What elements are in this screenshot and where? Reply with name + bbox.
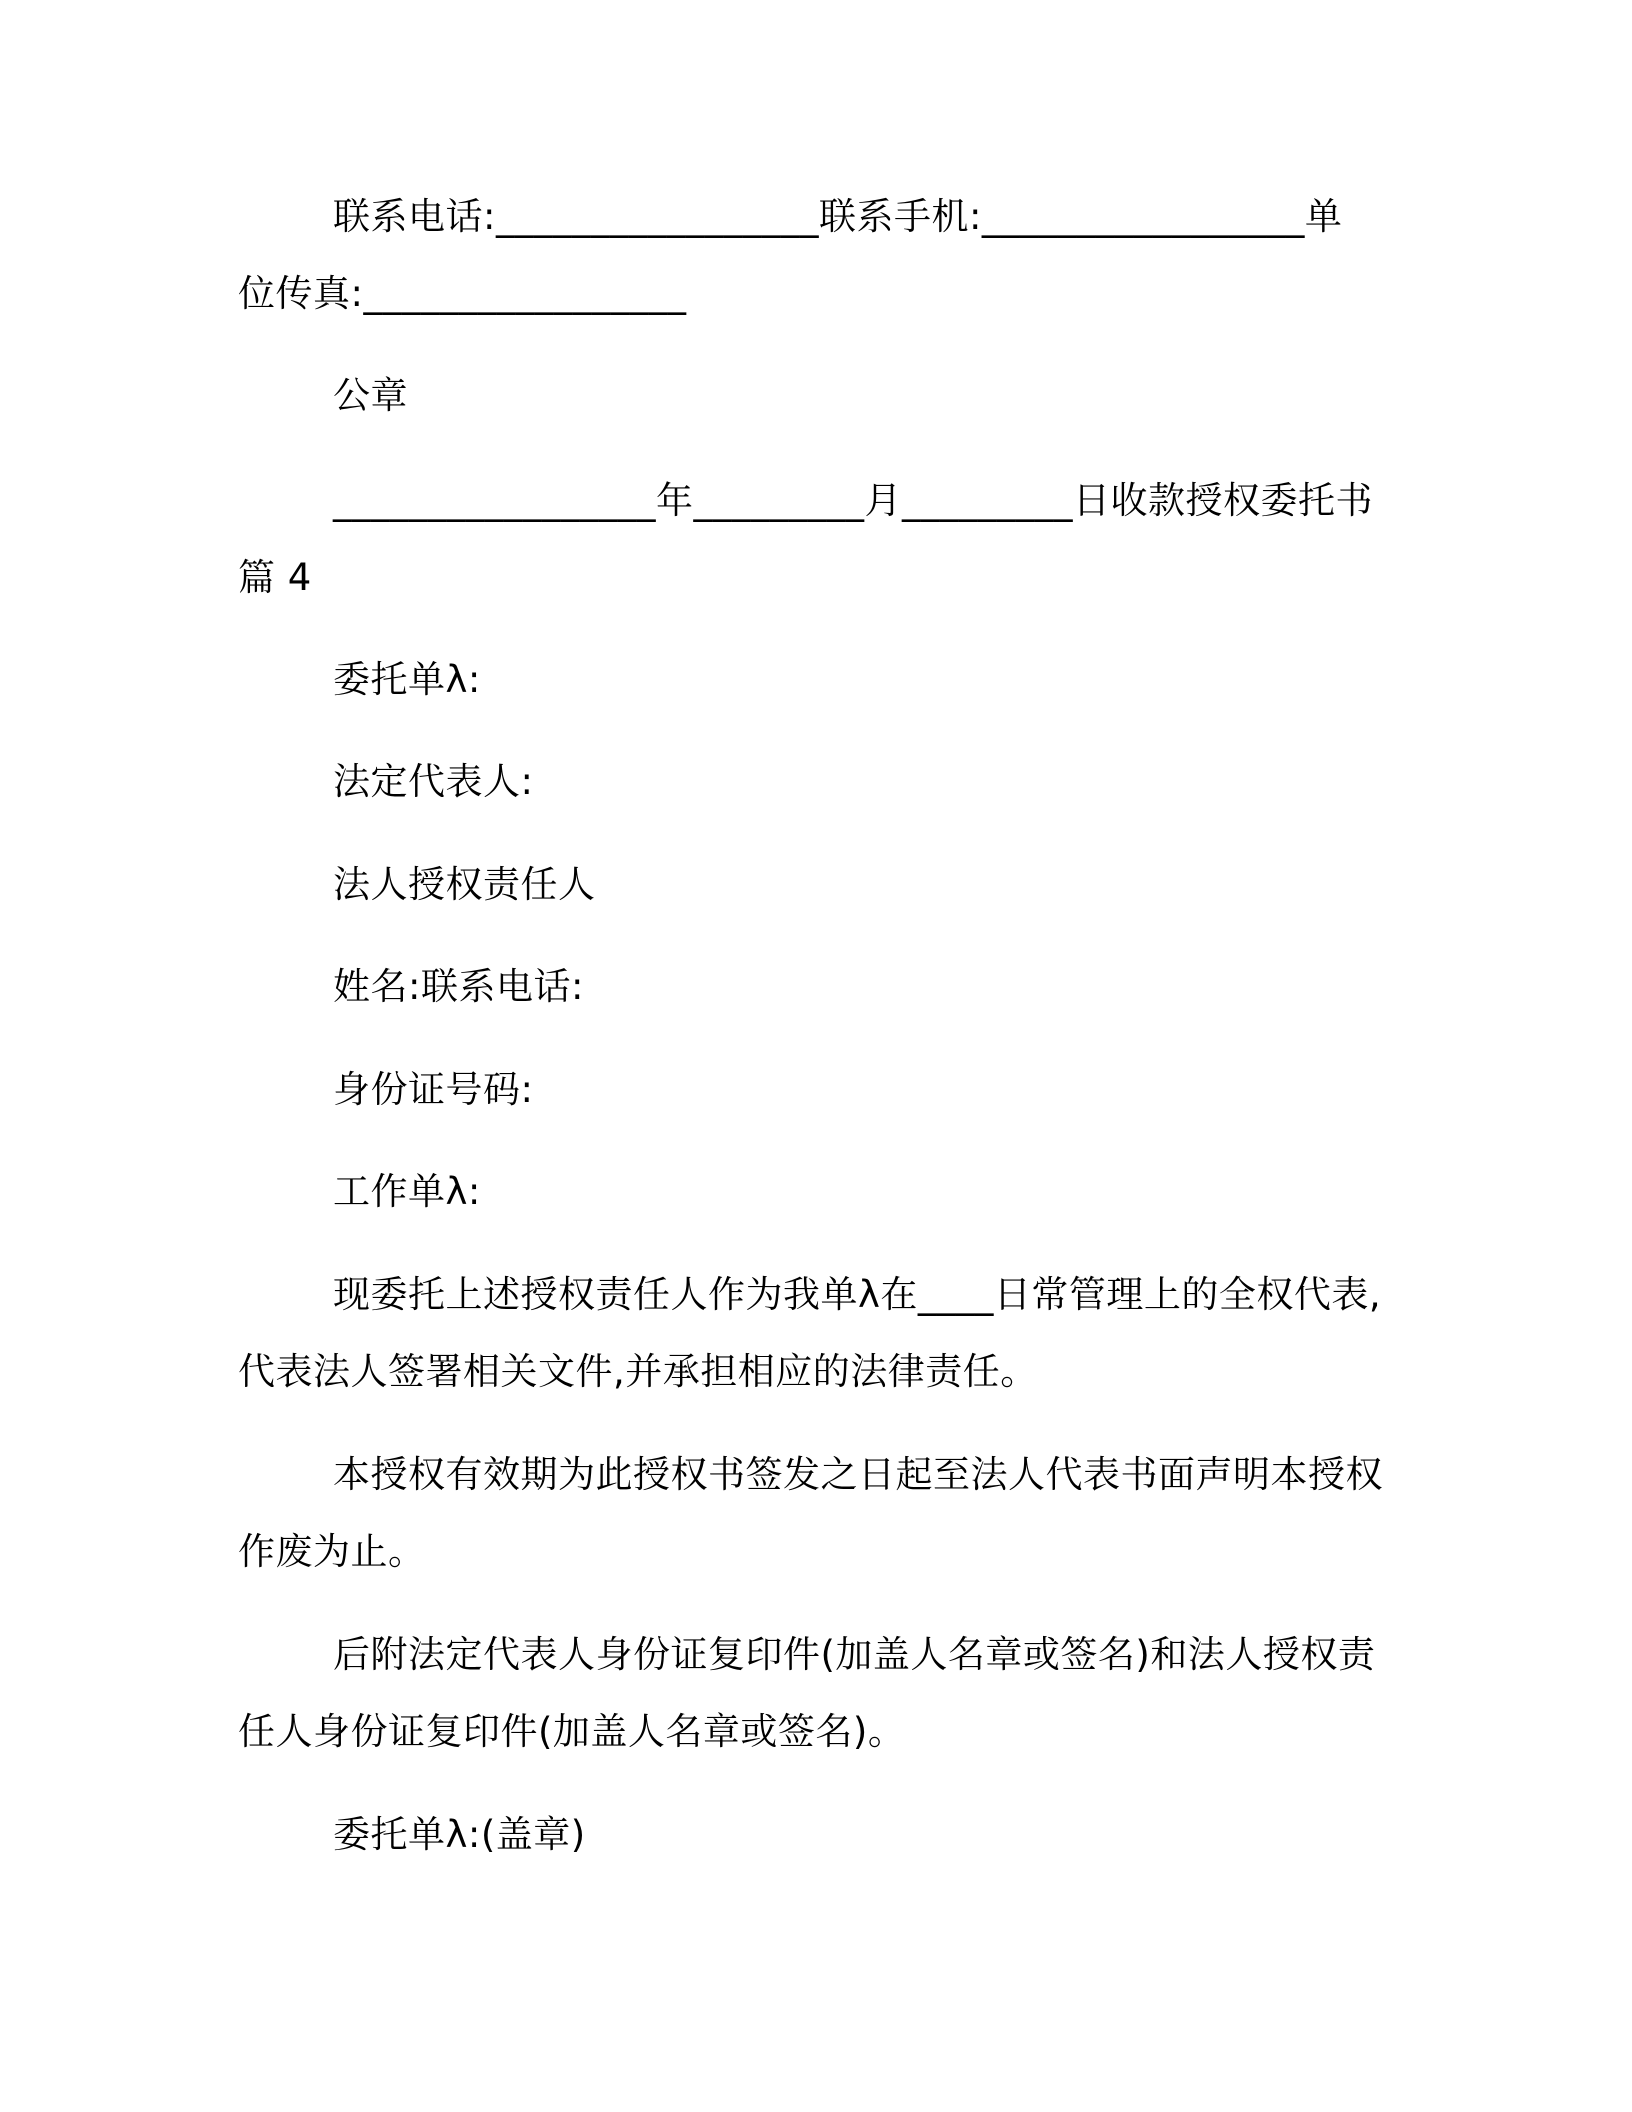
paragraph-3-line-1: 后附法定代表人身份证复印件(加盖人名章或签名)和法人授权责	[333, 1633, 1376, 1676]
paragraph-3-line-2: 任人身份证复印件(加盖人名章或签名)。	[238, 1710, 906, 1753]
paragraph-1-line-2: 代表法人签署相关文件,并承担相应的法律责任。	[238, 1350, 1038, 1393]
paragraph-2-line-2: 作废为止。	[238, 1530, 426, 1573]
fax-line: 位传真:_________________	[238, 272, 687, 315]
id-number-label: 身份证号码:	[333, 1068, 534, 1111]
paragraph-2-line-1: 本授权有效期为此授权书签发之日起至法人代表书面声明本授权	[333, 1453, 1383, 1496]
legal-rep-label: 法定代表人:	[333, 760, 534, 803]
name-phone-label: 姓名:联系电话:	[333, 965, 584, 1008]
work-unit-label: 工作单λ:	[333, 1170, 481, 1213]
date-title-line: _________________年_________月_________日收款授权委托书	[333, 479, 1373, 522]
entrusting-unit-label: 委托单λ:	[333, 658, 481, 701]
authorized-person-label: 法人授权责任人	[333, 863, 596, 906]
contact-line: 联系电话:_________________联系手机:_________________单	[333, 195, 1343, 238]
paragraph-1-line-1: 现委托上述授权责任人作为我单λ在____日常管理上的全权代表,	[333, 1273, 1382, 1316]
signature-line: 委托单λ:(盖章)	[333, 1813, 586, 1856]
section-number: 篇 4	[238, 556, 312, 599]
seal-label: 公章	[333, 374, 408, 417]
